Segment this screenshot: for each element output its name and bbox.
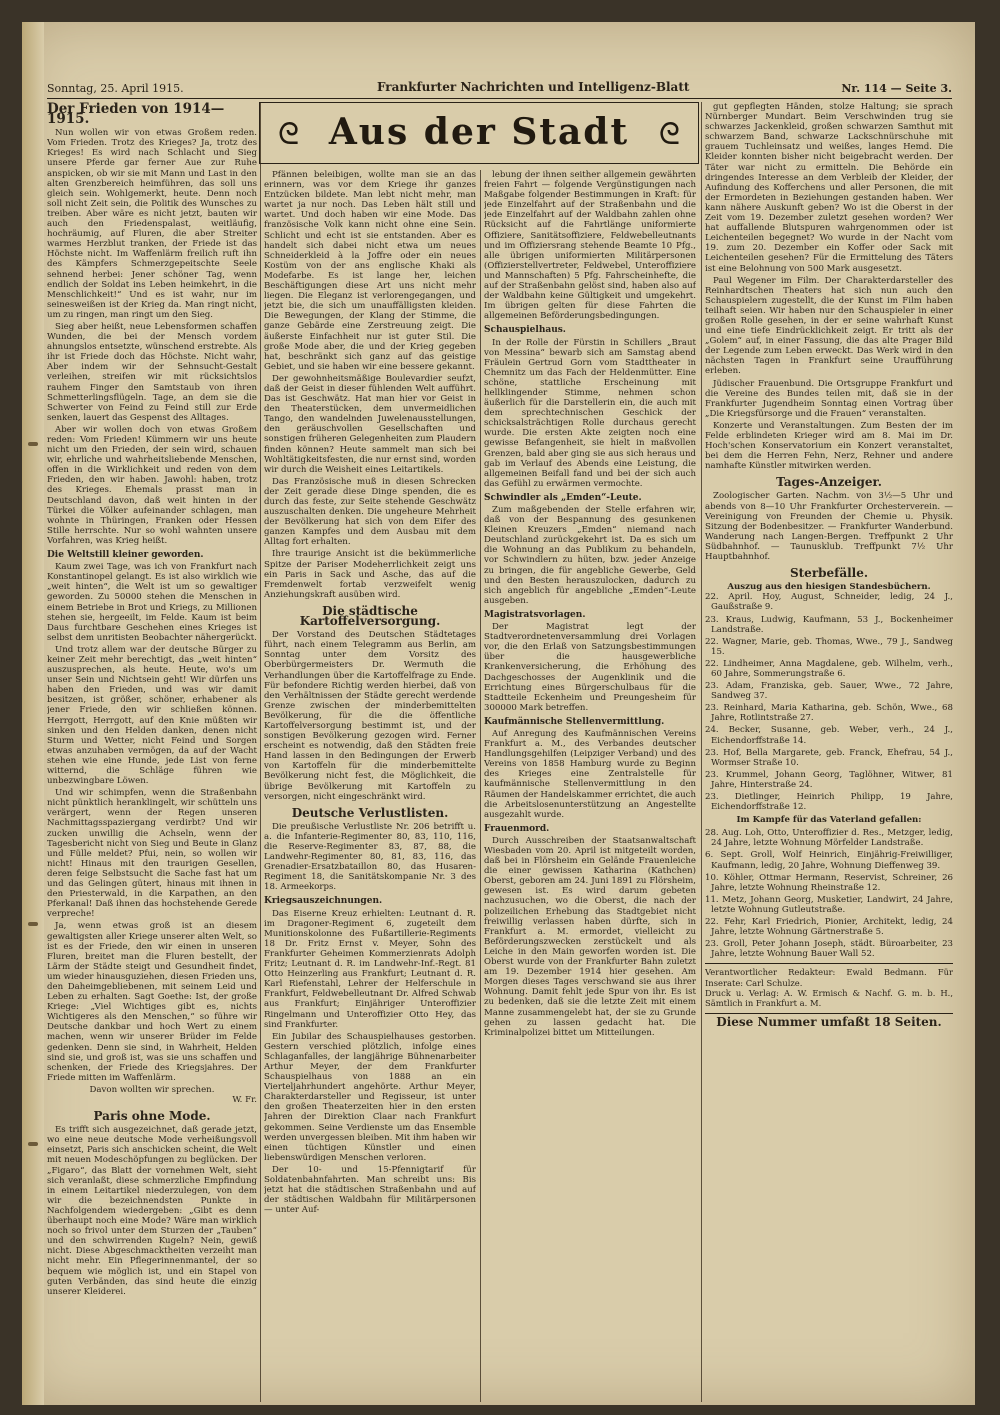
- list-item: 23. Groll, Peter Johann Joseph, städt. Büroarbeiter, 23 Jahre, letzte Wohnung Bauer Wall 52.: [705, 939, 953, 960]
- list-item: 10. Köhler, Ottmar Hermann, Reservist, Schreiner, 26 Jahre, letzte Wohnung Rheinstraße 12.: [705, 872, 953, 893]
- article-paragraph: gut gepflegten Händen, stolze Haltung; sie sprach Nürnberger Mundart. Beim Verschwinden trug sie schwarzes Jackenkleid, großen schwarzen Samthut mit schwarzem Band, schwarze Lackschnürschuhe mit grauem Tuchleinsatz und weißes, langes Hemd. Die Kleider konnten bisher nicht beigebracht werden. Der Täter war nicht zu ermitteln. Die Behörde ein dringendes Interesse an dem Verbleib der Kleider, der Aufindung des Kofferchens und aller Personen, die mit der Ermordeten in Beziehungen gestanden haben. Wer kann nähere Auskunft geben? Wo ist die Oberst in der Zeit vom 19. Dezember zuletzt gesehen worden? Wer hat auffallende Blutspuren wahrgenommen oder ist Leichenteilen begegnet? Wo wurde in der Nacht vom 19. zum 20. Dezember ein Koffer oder Sack mit Leichenteilen gesehen? Für die Ermittelung des Täters ist eine Belohnung von 500 Mark ausgesetzt.: [705, 102, 953, 274]
- article-paragraph: Es trifft sich ausgezeichnet, daß gerade jetzt, wo eine neue deutsche Mode verheißungsvoll einsetzt, Paris sich anschicken scheint, die Welt mit neuen Modeschöpfungen zu beglücken. Der „Figaro“, das Blatt der vornehmen Welt, sieht sich veranlaßt, diese schmerzliche Empfindung in einem Leitartikel niederzulegen, von dem wir die bezeichnendsten Punkte in Nachfolgendem wiedergeben: „Gibt es denn überhaupt noch eine Mode? Wäre man wirklich noch so frivol unter dem Sturzen der „Tauben“ und den schwirrenden Kugeln? Nein, gewiß nicht. Diese Abgeschmacktheiten verzeiht man nicht mehr. Ein Pflegerinnenmantel, der so bequem wie möglich ist, und ein Stapel von guten Verbänden, das sind heute die einzig unserer Kleiderei.: [47, 1125, 257, 1297]
- imprint-editor: Verantwortlicher Redakteur: Ewald Bedmann. Für Inserate: Carl Schulze.: [705, 967, 953, 988]
- fallen-list: [705, 828, 953, 959]
- list-item: 6. Sept. Groll, Wolf Heinrich, Einjährig-Freiwilliger, Kaufmann, ledig, 20 Jahre, Wohnung Dieffenweg 39.: [705, 850, 953, 871]
- column-2: [264, 170, 476, 1402]
- imprint-publisher: Druck u. Verlag: A. W. Ermisch & Nachf. G. m. b. H., Sämtlich in Frankfurt a. M.: [705, 987, 953, 1008]
- article-paragraph: Die preußische Verlustliste Nr. 206 betrifft u. a. die Infanterie-Regimenter 80, 83, 110, 116, die Reserve-Regimenter 83, 87, 88, die Landwehr-Regimenter 80, 81, 83, 116, das Grenadier-Ersatzbataillon 80, das Husaren-Regiment 18, die Sanitätskompanie Nr. 3 des 18. Armeekorps.: [264, 821, 476, 893]
- column-4: [705, 102, 953, 1402]
- ornament-right: ᘓ: [658, 117, 680, 152]
- article-paragraph: lebung der ihnen seither allgemein gewährten freien Fahrt — folgende Vergünstigungen nach Maßgabe folgender Bestimmungen in Kraft: für jede Einzelfahrt auf der Straßenbahn und die jede Einzelfahrt auf der Waldbahn zahlen ohne Rücksicht auf die Fahrtlänge uniformierte Offiziere, Sanitätsoffiziere, Feldwebelleutnants und im Offiziersrang stehende Beamte 10 Pfg., alle übrigen uniformierten Militärpersonen (Offizierstellvertreter, Feldwebel, Unteroffiziere und Mannschaften) 5 Pfg. Fahrscheinhefte, die auf der Straßenbahn gelöst sind, haben also auf der Waldbahn keine Gültigkeit und umgekehrt. Im übrigen gelten für diese Fahrten die allgemeinen Beförderungsbedingungen.: [484, 170, 696, 322]
- binding-stitch: [28, 922, 38, 926]
- article-paragraph: Aber wir wollen doch von etwas Großem reden: Vom Frieden! Kümmern wir uns heute nicht um den Frieden, der sein wird, schauen wir, ehrliche und wahrheitsliebende Menschen, offen in die Wirklichkeit und reden von dem Frieden, den wir haben. Jawohl: haben, trotz des Krieges. Ehemals prasst man in Deutschland davon, daß weit hinten in der Türkei die Völker aufeinander schlagen, man wohnte in Thüringen, Franken oder Hessen Stille herrschte. Nur so wohl wahnten unsere Vorfahren, was Krieg heißt.: [47, 424, 257, 546]
- ornament-left: ᘓ: [278, 117, 300, 152]
- article-paragraph: Ein Jubilar des Schauspielhauses gestorben. Gestern verschied plötzlich, infolge eines Schlaganfalles, der langjährige Bühnenarbeiter Arthur Meyer, der dem Frankfurter Schauspielhaus von 1888 an ein Vierteljahrhundert angehörte. Arthur Meyer, Charakterdarsteller und Regisseur, ist unter den großen Theaterzeiten hier in den ersten Jahren der Direktion Claar nach Frankfurt gekommen. Seine Verdienste um das Ensemble werden unvergessen bleiben. Mit ihm haben wir einen tüchtigen Künstler und einen liebenswürdigen Menschen verloren.: [264, 1031, 476, 1163]
- article-paragraph: Zoologischer Garten. Nachm. von 3½—5 Uhr und abends von 8—10 Uhr Frankfurter Orchesterverein. — Vereinigung von Freunden der Chemie u. Physik. Sitzung der Bodenbesitzer. — Frankfurter Wanderbund. Wanderung nach Langen-Bergen. Treffpunkt 2 Uhr Südbahnhof. — Taunusklub. Treffpunkt 7½ Uhr Hauptbahnhof.: [705, 491, 953, 563]
- article-subtitle: Schauspielhaus.: [484, 325, 566, 336]
- article-paragraph: Zum maßgebenden der Stelle erfahren wir, daß von der Bespannung des gesunkenen Kleinen Kreuzers „Emden“ niemand nach Deutschland zurückgekehrt ist. Da es sich um die Wohnung an das Publikum zu behandeln, vor Schwindlern zu hüten, bzw. jeder Anzeige zu bringen, die für angebliche Gewerbe, Geld und den Besten herauszulocken, dadurch zu sich angeblich für angebliche „Emden“-Leute ausgeben.: [484, 505, 696, 606]
- article-paragraph: Paul Wegener im Film. Der Charakterdarsteller des Reinhardtschen Theaters hat sich nun auch den Schauspielern zugestellt, die der Kunst im Film haben teilhaft seien. Wir haben nur den Schauspieler in einer großen Rolle gesehen, in der er seine wahrhaft Kunst und eine tiefe Eindrücklichkeit zeigt. Er tritt als der „Golem“ auf, in einer Fassung, die das alte Prager Bild der Legende zum Leben erweckt. Das Werk wird in den nächsten Tagen in Frankfurt seine Uraufführung erleben.: [705, 275, 953, 377]
- article-paragraph: Ihre traurige Ansicht ist die bekümmerliche Spitze der Pariser Modeherrlichkeit zeigt uns ein Paris in Sack und Asche, das auf die Fremdenwelt fortab verzweifelt wenig Anziehungskraft ausüben wird.: [264, 549, 476, 600]
- list-item: 24. Becker, Susanne, geb. Weber, verh., 24 J., Eichendorffstraße 14.: [705, 725, 953, 746]
- newspaper-page: [22, 22, 975, 1405]
- article-paragraph: Pfännen beleibigen, wollte man sie an das erinnern, was vor dem Kriege ihr ganzes Entzücken bildete. Man lebt nicht mehr, man wartet ja nur noch. Das Leben hält still und wartet. Und doch haben wir eine Mode. Das französische Volk kann nicht ohne eine Sein. Schlicht und echt ist sie entstanden. Aber es handelt sich dabei nicht etwa um neues Schneiderkleid à la Joffre oder ein neues Kostüm von der ans englische Khaki als Modefarbe. Es ist lange her, leichen Beschäftigungen diese Art uns nicht mehr liegen. Die Eleganz ist verlorengegangen, und jetzt bie, die sich um unauffälligsten kleiden. Die Bewegungen, der Klang der Stimme, die ganze Gebärde eine Zerstreuung zeigt. Die äußerste Einfachheit nur ist guter Stil. Die große Mode aber, die und der Krieg gegeben hat, beschränkt sich ganz auf das geistige Gebiet, und sie haben wir eine bessere gekannt.: [264, 170, 476, 372]
- article-title: Paris ohne Mode.: [93, 1109, 211, 1124]
- article-subtitle: Die Weltstill kleiner geworden.: [47, 550, 204, 561]
- page-header: [47, 78, 952, 99]
- article-paragraph: Ja, wenn etwas groß ist an diesem gewaltigsten aller Kriege unserer alten Welt, so ist es der Friede, den wir einen in unseren Fluren, breitet man die Fluren bestellt, der Lärm der Städte steigt und Gesundheit findet, um wieder hinausguziehen, diesen Frieden uns, den Daheimgebliebenen, mit seinem Leid und Leben zu erhalten. Sagt Goethe: Ist, der große Kriege: „Viel Wichtiges gibt es, nichts Wichtigeres als den Menschen,“ so führe wir Deutsche dankbar und hoch Wert zu einem machen, wenn wir unserer Brüder im Felde gedenken. Denn sie sind, in Wahrheit, Helden sind sie, und groß ist, was sie uns schaffen und schenken, der Friede des Kriegsjahres. Der Friede mitten im Waffenlärm.: [47, 921, 257, 1083]
- article-subtitle: Kriegsauszeichnungen.: [264, 896, 383, 907]
- list-item: 22. Fehr, Karl Friedrich, Pionier, Architekt, ledig, 24 Jahre, letzte Wohnung Gärtnerstraße 5.: [705, 917, 953, 938]
- article-paragraph: Konzerte und Veranstaltungen. Zum Besten der im Felde erblindeten Krieger wird am 8. Mai im Dr. Hoch'schen Konservatorium ein Konzert veranstaltet, bei dem die Herren Fehn, Nerz, Rehner und andere namhafte Künstler mitwirken werden.: [705, 420, 953, 472]
- article-paragraph: Und wir schimpfen, wenn die Straßenbahn nicht pünktlich heranklingelt, wir schütteln uns verärgert, wenn der Regen unseren Nachmittagsspaziergang verdirbt? Und wir zucken unwillig die Achseln, wenn der Tagesbericht nicht von Sieg und Beute in Glanz und Fülle meldet? Pfui, nein, so wollen wir nicht! Hinaus mit den traurigen Gesellen, deren feige Selbstsucht die Sache fast hat um und das Gelingen gütert, hinaus mit ihnen in den Priesterwald, in die Karpathen, an den Pferkanal! Daß ihnen das hochstehende Gerede verpreche!: [47, 788, 257, 920]
- article-paragraph: Durch Ausschreiben der Staatsanwaltschaft Wiesbaden vom 20. April ist mitgeteilt worden, daß bei in Flörsheim ein Gelände Frauenleiche die einer gewissen Katharina (Kathchen) Oberst, geboren am 24. Juni 1891 zu Flörsheim, gewesen ist. Es wird darum gebeten nachzusuchen, wo die Oberst, die nach der polizeilichen Erhebung das Stadtgebiet nicht freiwillig verlassen haben dürfte, sich in Frankfurt a. M. ermordet, vielleicht zu Beförderungszwecken zerstückelt und als Leiche in den Main geworfen worden ist. Die Oberst wurde von der Frankfurter Bahn zuletzt am 19. Dezember 1914 hier gesehen. Am Morgen dieses Tages verschwand sie aus ihrer Wohnung. Damit fehlt jede Spur von ihr. Es ist zu bedenken, daß sie die letzte Zeit mit einem Manne zusammengelebt hat, der sie zu Grunde gehen zu lassen gedacht hat. Die Kriminalpolizei bittet um Mitteilungen.: [484, 835, 696, 1038]
- section-subtitle: Auszug aus den hiesigen Standesbüchern.: [727, 582, 931, 593]
- header-issue-page: Nr. 114 — Seite 3.: [841, 82, 952, 95]
- page-count-note: Diese Nummer umfaßt 18 Seiten.: [705, 1013, 953, 1027]
- section-title: Aus der Stadt: [328, 111, 630, 153]
- section-masthead: [259, 102, 699, 164]
- article-subtitle: Schwindler als „Emden“-Leute.: [484, 492, 642, 503]
- article-paragraph: Der gewohnheitsmäßige Boulevardier seufzt, daß der Geist in dieser fühlenden Welt aufführt. Das ist Geschwätz. Hat man hier vor Geist in den Theaterstücken, dem unvermeidlichen Tango, den wandelnden Juwelenausstellungen, den geräuschvollen Gesellschaften und sonstigen früheren Gelegenheiten zum Plaudern finden können? Heute sammelt man sich bei Wohltätigkeitsfesten, die nur ernst sind, worden wir durch die Weisheit eines Leitartikels.: [264, 373, 476, 475]
- list-item: 23. Kraus, Ludwig, Kaufmann, 53 J., Bockenheimer Landstraße.: [705, 614, 953, 635]
- list-item: 22. April. Hoy, August, Schneider, ledig, 24 J., Gaußstraße 9.: [705, 592, 953, 613]
- binding-stitch: [28, 1142, 38, 1146]
- article-paragraph: Der Magistrat legt der Stadtverordnetenversammlung drei Vorlagen vor, die den Erlaß von Satzungsbestimmungen über die hausgewerbliche Krankenversicherung, die Erhöhung des Dachgeschosses der Augenklinik und die Errichtung eines Bürgerschulbaus für die Stadtteile Eckenheim und Preungesheim für 300000 Mark betreffen.: [484, 622, 696, 713]
- list-item: 22. Wagner, Marie, geb. Thomas, Wwe., 79 J., Sandweg 15.: [705, 636, 953, 657]
- imprint: [705, 963, 953, 1007]
- header-date: Sonntag, 25. April 1915.: [47, 82, 184, 95]
- article-paragraph: Der 10- und 15-Pfennigtarif für Soldatenbahnfahrten. Man schreibt uns: Bis jetzt hat die städtischen Straßenbahn und auf der städtischen Waldbahn für Militärpersonen — unter Auf-: [264, 1164, 476, 1216]
- article-signature: W. Fr.: [232, 1095, 257, 1105]
- article-subtitle: Frauenmord.: [484, 823, 550, 834]
- section-title: Tages-Anzeiger.: [776, 475, 882, 490]
- article-paragraph: Sieg aber heißt, neue Lebensformen schaffen Wunden, die bei der Mensch vordem ahnungslos entsetzte, wünschend erstrebte. Als ihr ist Friede doch das Höchste. Nicht wahr, Aber indem wir der Sehnsucht-Gestalt verleihen, streifen wir mit rücksichtslos rauhem Finger den Samtstaub von ihren Schmetterlingsflügeln. Tage, an dem sie die Schwerter von Feind zu Feind still zur Erde senken, lauert das Gespenst des Alltages.: [47, 321, 257, 423]
- list-item: 28. Aug. Loh, Otto, Unteroffizier d. Res., Metzger, ledig, 24 Jahre, letzte Wohnung Mörfelder Landstraße.: [705, 828, 953, 849]
- article-title: Der Frieden von 1914—1915.: [47, 102, 225, 128]
- list-item: 23. Adam, Franziska, geb. Sauer, Wwe., 72 Jahre, Sandweg 37.: [705, 681, 953, 702]
- list-item: 23. Dietlinger, Heinrich Philipp, 19 Jahre, Eichendorffstraße 12.: [705, 792, 953, 813]
- binding-stitch: [28, 442, 38, 446]
- list-item: 23. Krummel, Johann Georg, Taglöhner, Witwer, 81 Jahre, Hinterstraße 24.: [705, 769, 953, 790]
- article-paragraph: Das Französische muß in diesen Schrecken der Zeit gerade diese Dinge spenden, die es durch das feste, zur Seite stehende Geschwätz auszuschalten denken. Die ungeheure Mehrheit der Bevölkerung hat sich von dem Eifer des ganzen Kampfes und dem Ausbau mit dem Alltag fort erhalten.: [264, 476, 476, 548]
- deaths-list: [705, 592, 953, 812]
- column-1: [47, 102, 257, 1402]
- column-rule: [701, 102, 702, 1402]
- article-paragraph: Das Eiserne Kreuz erhielten: Leutnant d. R. im Dragoner-Regiment 6, zugeteilt dem Munitionskolonne des Fußartillerie-Regiments 18 Dr. Fritz Ernst v. Meyer, Sohn des Frankfurter Geheimen Kommerzienrats Adolph Fritz; Leutnant d. R. im Landwehr-Inf.-Regt. 81 Otto Heinzerling aus Frankfurt; Leutnant d. R. Karl Riefenstahl, Lehrer der Helferschule in Frankfurt, Feldwebelleutnant Dr. Alfred Schwab aus Frankfurt; Einjähriger Unteroffizier Ringelmann und Unteroffizier Otto Hey, das sind Frankfurter.: [264, 908, 476, 1030]
- article-closing: Davon wollten wir sprechen.: [89, 1084, 215, 1095]
- article-paragraph: Auf Anregung des Kaufmännischen Vereins Frankfurt a. M., des Verbandes deutscher Handlungsgehilfen (Leipziger Verband) und des Vereins von 1858 Hamburg wurde zu Beginn des Krieges eine Zentralstelle für kaufmännische Stellenvermittlung in den Räumen der Handelskammer errichtet, die auch die Arbeitslosenunterstützung an Angestellte ausgezahlt wurde.: [484, 728, 696, 820]
- list-item: 22. Lindheimer, Anna Magdalene, geb. Wilhelm, verh., 60 Jahre, Sommerungstraße 6.: [705, 658, 953, 679]
- column-3: [484, 170, 696, 1402]
- list-item: 23. Hof, Bella Margarete, geb. Franck, Ehefrau, 54 J., Wormser Straße 10.: [705, 747, 953, 768]
- article-paragraph: Der Vorstand des Deutschen Städtetages führt, nach einem Telegramm aus Berlin, am Sonntag unter dem Vorsitz des Oberbürgermeisters Dr. Wermuth die Verhandlungen über die Kartoffelfrage zu Ende. Für befondere Richtig werden hierbei, daß von den Verhältnissen der Städte gerecht werdende Grenze zwischen der minderbemittelten Bevölkerung, für die die öffentliche Kartoffelversorgung bestimmt ist, und der sonstigen Bevölkerung gezogen wird. Ferner erscheint es notwendig, daß den Städten freie Hand lassen in den Bedingungen der Erwerb von Kartoffeln für die minderbemittelte Bevölkerung nicht fest, die Möglichkeit, die übrige Bevölkerung mit Kartoffeln zu versorgen, nicht eingeschränkt wird.: [264, 630, 476, 802]
- article-paragraph: Kaum zwei Tage, was ich von Frankfurt nach Konstantinopel gelangt. Es ist also wirklich wie „weit hinten“, die Welt ist um so gewaltiger geworden. Zu 50000 stehen die Menschen in einem Betriebe in Brot und Kriegs, zu Millionen stehen sie, hergeeilt, im Felde. Kaum ist beim Daus furchtbare Geschehen eines Krieges ist selbst dem unritisten Beobachter nähergerückt.: [47, 562, 257, 643]
- column-rule: [260, 102, 261, 1402]
- section-subtitle: Im Kampfe für das Vaterland gefallen:: [736, 815, 922, 826]
- article-paragraph: In der Rolle der Fürstin in Schillers „Braut von Messina“ bewarb sich am Samstag abend Fräulein Gertrud Gorn vom Stadttheater in Chemnitz um das Fach der Heldenmütter. Eine schöne, stattliche Erscheinung mit hellklingender Stimme, nehmen schon äußerlich für die Darstellerin ein, die auch mit dem sprechtechnischen Geschick der schicksalsträchtigen Rolle durchaus gerecht wurde. Die ersten Akte zeigten noch eine gewisse Befangenheit, sie hielt in maßvollen Grenzen, bald aber ging sie aus sich heraus und gab im Verlauf des Abends eine Leistung, die allgemeinen Beifall fand und bei der sich auch das Gefühl zu erwärmen vermochte.: [484, 337, 696, 489]
- article-title: Die städtische Kartoffelversorgung.: [299, 603, 441, 629]
- article-paragraph: Jüdischer Frauenbund. Die Ortsgruppe Frankfurt und die Vereine des Bundes teilen mit, daß sie in der Frankfurter Jugendheim Sonntag einen Vortrag über „Die Kriegsfürsorge und die Frauen“ veranstalten.: [705, 378, 953, 419]
- article-title: Deutsche Verlustlisten.: [291, 805, 449, 820]
- article-subtitle: Magistratsvorlagen.: [484, 609, 586, 620]
- section-title: Sterbefälle.: [789, 566, 869, 581]
- list-item: 23. Reinhard, Maria Katharina, geb. Schön, Wwe., 68 Jahre, Rotlintstraße 27.: [705, 703, 953, 724]
- article-paragraph: Nun wollen wir von etwas Großem reden. Vom Frieden. Trotz des Krieges? Ja, trotz des Krieges! Es wird nach Schlacht und Sieg unsere Pferde gar ferner Aue zur Ruhe anspicken, ob wir sie mit Mann und Last in den alten Grenzbereich heimführen, das soll uns gleich sein. Wohlgemerkt, heute. Denn noch soll nicht Zeit sein, die Politik des Wunsches zu treiben. Aber wäre es nicht jetzt, bauten wir auch den Friedenspalast, weitläufig, hochräumig, auf Fluren, die aber Streiter warmes Herzblut tranken, der Friede ist das Höchste nicht. Im Waffenlärm freilich ruft ihn des Kämpfers Schmerzgepeitschte Seele sehnend herbei: Jener schöner Tag, wenn endlich der Soldat ins Leben heimkehrt, in die Menschlichkeit!“ Und es ist wahr, nur im seinesweißen ist der Krieg da. Man ringt nicht, um zu ringen, man ringt um den Sieg.: [47, 128, 257, 320]
- article-subtitle: Kaufmännische Stellenvermittlung.: [484, 716, 665, 727]
- article-paragraph: Und trotz allem war der deutsche Bürger zu keiner Zeit mehr berechtigt, das „weit hinten“ auszusprechen, als heute. Heute, wo's um unser Sein und Nichtsein geht! Wir dürfen uns haben den Frieden, und was wir damit besitzen, ist größer, schöner, erhabener als jener Friede, den wir schließen können. Herrgott, Herrgott, auf den Knie müßten wir sinken und den Helden danken, denen nicht Sturm und Wetter, nicht Feind und Sorgen etwas anzuhaben vermögen, da auf der Wacht stehen wie eine Hunde, jede List von ferne witternd, die Schläge führen wie unbezwingbare Löwen.: [47, 644, 257, 787]
- header-paper-name: Frankfurter Nachrichten und Intelligenz-Blatt: [377, 80, 690, 94]
- list-item: 11. Metz, Johann Georg, Musketier, Landwirt, 24 Jahre, letzte Wohnung Gutleutstraße.: [705, 894, 953, 915]
- column-rule: [480, 170, 481, 1402]
- page-binding: [22, 22, 44, 1405]
